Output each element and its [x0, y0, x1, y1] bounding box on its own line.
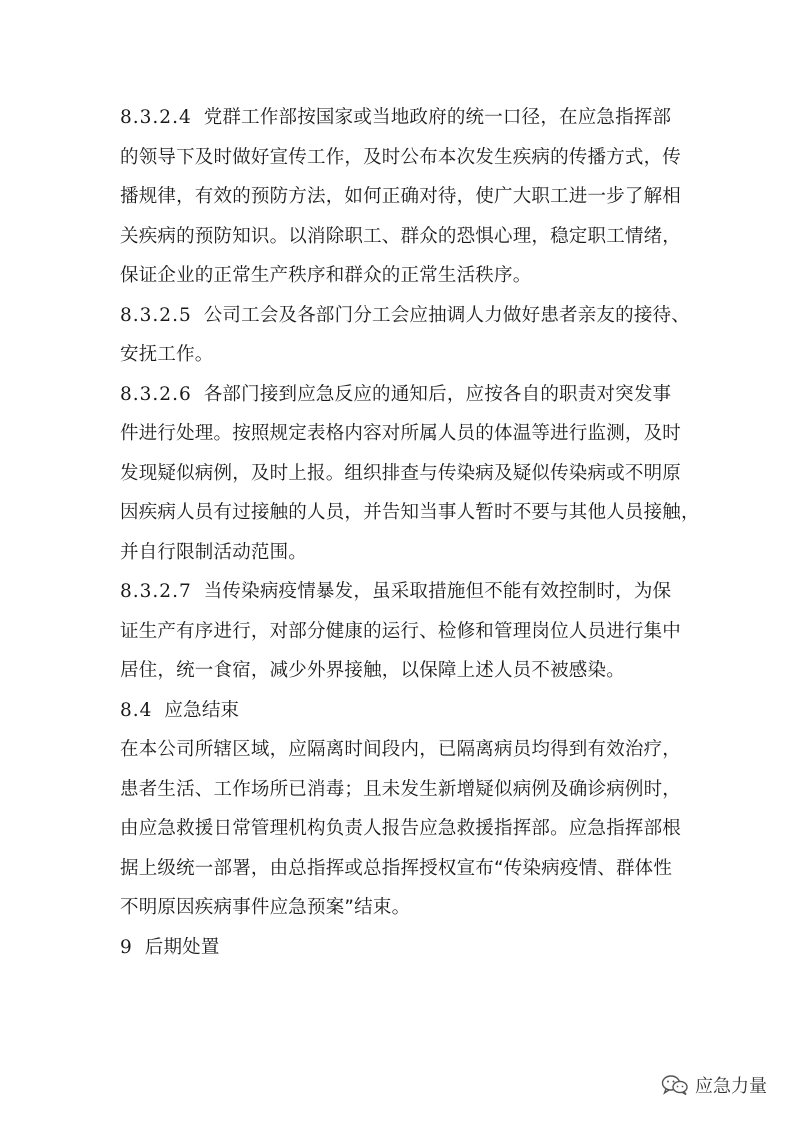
paragraph-text: 安抚工作。 [120, 344, 214, 365]
text-line [120, 414, 680, 454]
section-number: 8.3.2.6 [120, 383, 192, 405]
text-line [120, 138, 680, 178]
text-line [120, 770, 680, 810]
section-number: 8.4 [120, 699, 153, 721]
paragraph-text: 在本公司所辖区域，应隔离时间段内，已隔离病员均得到有效治疗， [120, 739, 682, 760]
paragraph-text: 保证企业的正常生产秩序和群众的正常生活秩序。 [120, 265, 532, 286]
paragraph-text: 不明原因疾病事件应急预案”结束。 [120, 897, 411, 918]
text-line [120, 296, 690, 336]
paragraph-text: 公司工会及各部门分工会应抽调人力做好患者亲友的接待、 [203, 304, 690, 326]
text-line [120, 691, 680, 731]
paragraph-text: 因疾病人员有过接触的人员，并告知当事人暂时不要与其他人员接触， [120, 502, 700, 523]
paragraph-text: 播规律，有效的预防方法，如何正确对待，使广大职工进一步了解相 [120, 186, 682, 207]
paragraph-text: 证生产有序进行，对部分健康的运行、检修和管理岗位人员进行集中 [120, 620, 682, 642]
watermark-text: 应急力量 [695, 1076, 767, 1097]
text-line [120, 651, 680, 691]
text-line [120, 572, 680, 612]
text-line [120, 217, 680, 257]
paragraph-text: 件进行处理。按照规定表格内容对所属人员的体温等进行监测，及时 [120, 423, 682, 444]
text-line [120, 809, 680, 849]
text-line [120, 177, 680, 217]
text-line [120, 98, 680, 138]
section-number: 8.3.2.4 [120, 107, 192, 128]
paragraph-text: 的领导下及时做好宣传工作，及时公布本次发生疾病的传播方式，传 [120, 146, 682, 168]
section-number: 8.3.2.5 [120, 304, 192, 326]
text-line [120, 375, 680, 415]
document-body [120, 98, 700, 967]
paragraph-text: 由应急救援日常管理机构负责人报告应急救援指挥部。应急指挥部根 [120, 818, 682, 839]
wechat-icon [661, 1074, 689, 1096]
text-line [120, 493, 700, 533]
watermark [661, 1072, 767, 1098]
paragraph-text: 当传染病疫情暴发，虽采取措施但不能有效控制时，为保 [203, 581, 672, 602]
text-line [120, 256, 680, 296]
paragraph-text: 党群工作部按国家或当地政府的统一口径，在应急指挥部 [203, 107, 672, 128]
paragraph-text: 发现疑似病例，及时上报。组织排查与传染病及疑似传染病或不明原 [120, 462, 682, 484]
paragraph-text: 居住，统一食宿，减少外界接触，以保障上述人员不被感染。 [120, 660, 625, 681]
paragraph-text: 患者生活、工作场所已消毒；且未发生新增疑似病例及确诊病例时， [120, 778, 682, 800]
text-line [120, 730, 680, 770]
paragraph-text: 各部门接到应急反应的通知后，应按各自的职责对突发事 [203, 383, 672, 405]
text-line [120, 335, 680, 375]
text-line [120, 888, 680, 928]
section-number: 8.3.2.7 [120, 581, 192, 602]
paragraph-text: 应急结束 [164, 699, 240, 721]
paragraph-text: 据上级统一部署，由总指挥或总指挥授权宣布“传染病疫情、群体性 [120, 857, 673, 879]
text-line [120, 928, 680, 968]
paragraph-text: 并自行限制活动范围。 [120, 541, 308, 563]
text-line [120, 612, 680, 652]
paragraph-text: 后期处置 [144, 936, 220, 958]
paragraph-text: 关疾病的预防知识。以消除职工、群众的恐惧心理，稳定职工情绪， [120, 225, 682, 247]
text-line [120, 533, 680, 573]
text-line [120, 454, 680, 494]
section-number: 9 [120, 936, 133, 958]
text-line [120, 849, 680, 889]
